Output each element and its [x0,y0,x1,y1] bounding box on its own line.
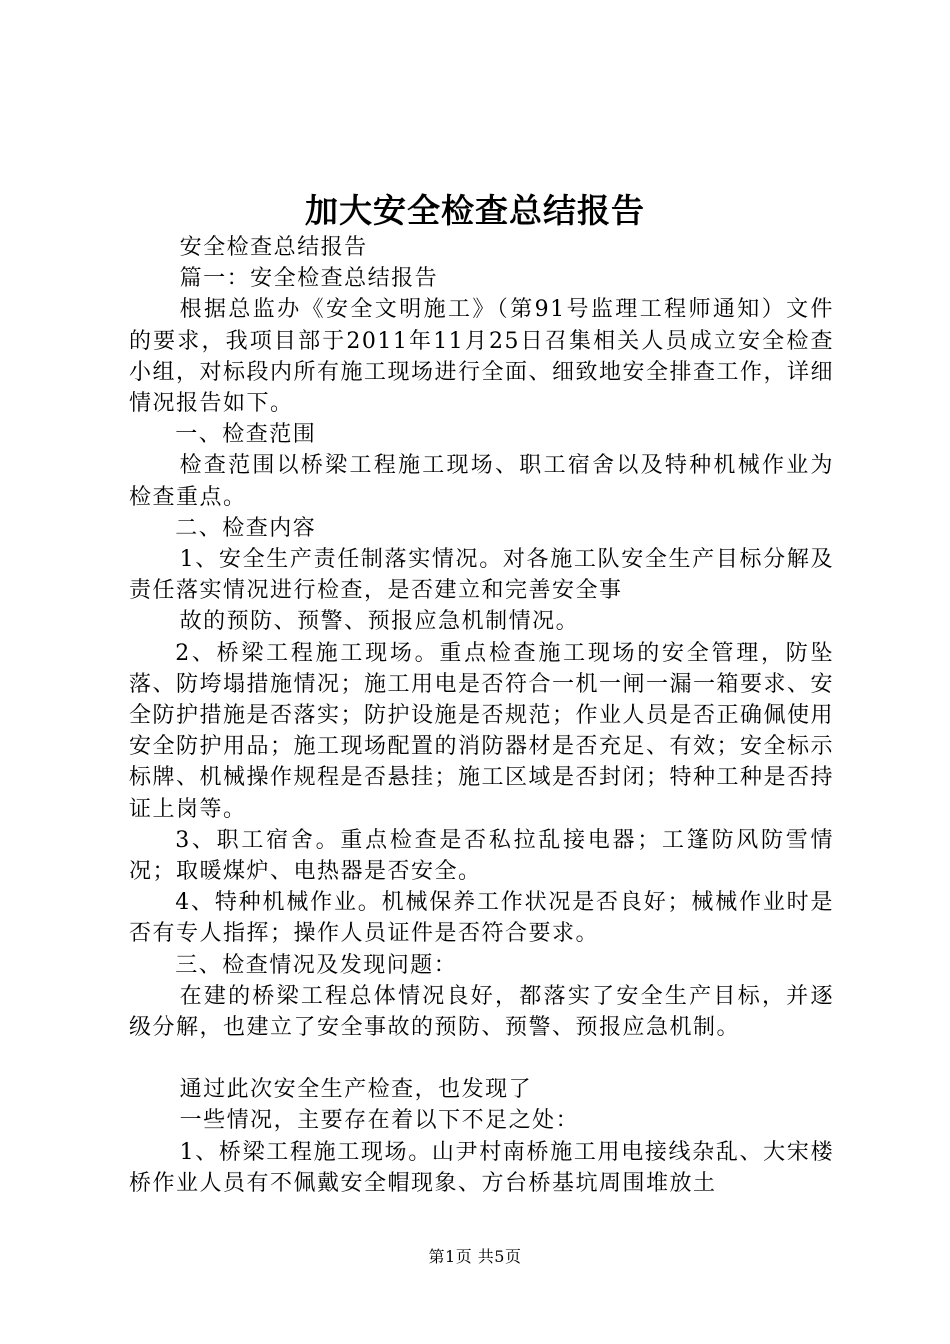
section-heading: 二、检查内容 [175,515,317,541]
paragraph: 2、桥梁工程施工现场。重点检查施工现场的安全管理，防坠落、防垮塌措施情况；施工用电是否符合一机一闸一漏一箱要求、安全防护措施是否落实；防护设施是否规范；作业人员是否正确佩使用安全防护用品；施工现场配置的消防器材是否充足、有效；安全标示标牌、机械操作规程是否悬挂；施工区域是否封闭；特种工种是否持证上岗等。 [129,640,835,822]
section-heading: 三、检查情况及发现问题： [175,952,458,978]
paragraph: 检查范围以桥梁工程施工现场、职工宿舍以及特种机械作业为检查重点。 [129,453,834,510]
blank-line [129,1043,834,1074]
paragraph: 篇一：安全检查总结报告 [179,266,439,292]
paragraph: 1、桥梁工程施工现场。山尹村南桥施工用电接线杂乱、大宋楼桥作业人员有不佩戴安全帽现象、方台桥基坑周围堆放土 [129,1139,834,1196]
paragraph: 在建的桥梁工程总体情况良好，都落实了安全生产目标，并逐级分解，也建立了安全事故的预防、预警、预报应急机制。 [129,983,834,1041]
paragraph: 1、安全生产责任制落实情况。对各施工队安全生产目标分解及责任落实情况进行检查，是否建立和完善安全事 [129,547,834,604]
section-heading: 一、检查范围 [175,422,317,448]
paragraph: 通过此次安全生产检查，也发现了 [179,1077,533,1103]
paragraph: 故的预防、预警、预报应急机制情况。 [179,609,580,635]
paragraph: 4、特种机械作业。机械保养工作状况是否良好；械械作业时是否有专人指挥；操作人员证件是否符合要求。 [129,890,834,947]
page-number-footer: 第1页 共5页 [428,1247,522,1266]
paragraph: 根据总监办《安全文明施工》（第91号监理工程师通知）文件的要求，我项目部于2011年11月25日召集相关人员成立安全检查小组，对标段内所有施工现场进行全面、细致地安全排查工作，详细情况报告如下。 [129,297,835,417]
document-title: 加大安全检查总结报告 [305,191,645,230]
paragraph: 3、职工宿舍。重点检查是否私拉乱接电器；工篷防风防雪情况；取暖煤炉、电热器是否安全。 [129,827,834,885]
paragraph: 安全检查总结报告 [179,235,368,260]
paragraph: 一些情况，主要存在着以下不足之处： [179,1108,580,1134]
document-body [129,232,834,1199]
